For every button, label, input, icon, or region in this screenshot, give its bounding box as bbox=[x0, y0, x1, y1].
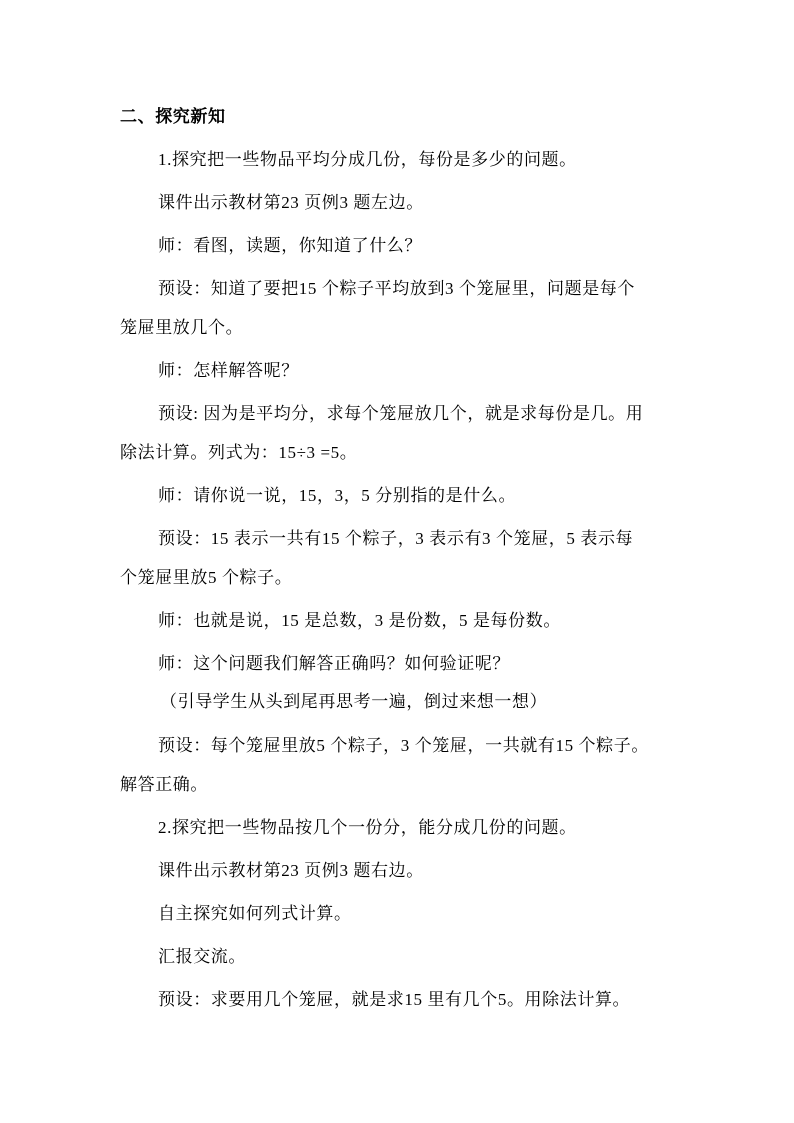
paragraph-preset-3-line2: 个笼屉里放5 个粽子。 bbox=[120, 568, 293, 587]
paragraph-preset-3-line1: 预设：15 表示一共有15 个粽子，3 表示有3 个笼屉，5 表示每 bbox=[158, 529, 634, 548]
paragraph-step1-title: 1.探究把一些物品平均分成几份，每份是多少的问题。 bbox=[158, 150, 577, 169]
paragraph-preset-2-line2: 除法计算。列式为：15÷3 =5。 bbox=[120, 443, 358, 462]
paragraph-teacher-question-3: 师：请你说一说，15，3，5 分别指的是什么。 bbox=[158, 486, 517, 505]
section-heading: 二、探究新知 bbox=[120, 107, 226, 126]
paragraph-self-explore: 自主探究如何列式计算。 bbox=[158, 904, 352, 923]
paragraph-preset-1-line2: 笼屉里放几个。 bbox=[120, 318, 244, 337]
paragraph-preset-2-line1: 预设: 因为是平均分，求每个笼屉放几个，就是求每份是几。用 bbox=[158, 404, 644, 423]
paragraph-courseware-left: 课件出示教材第23 页例3 题左边。 bbox=[158, 193, 424, 212]
paragraph-teacher-question-4: 师：这个问题我们解答正确吗？如何验证呢？ bbox=[158, 654, 510, 673]
paragraph-preset-1-line1: 预设：知道了要把15 个粽子平均放到3 个笼屉里，问题是每个 bbox=[158, 279, 635, 298]
paragraph-guidance-note: （引导学生从头到尾再思考一遍，倒过来想一想） bbox=[160, 692, 548, 711]
paragraph-teacher-question-1: 师：看图，读题，你知道了什么？ bbox=[158, 236, 422, 255]
paragraph-preset-4-line1: 预设：每个笼屉里放5 个粽子，3 个笼屉，一共就有15 个粽子。 bbox=[158, 736, 649, 755]
paragraph-report-exchange: 汇报交流。 bbox=[158, 947, 246, 966]
paragraph-teacher-question-2: 师：怎样解答呢？ bbox=[158, 361, 299, 380]
paragraph-teacher-summary: 师：也就是说，15 是总数，3 是份数，5 是每份数。 bbox=[158, 611, 561, 630]
paragraph-preset-5: 预设：求要用几个笼屉，就是求15 里有几个5。用除法计算。 bbox=[158, 990, 631, 1009]
paragraph-step2-title: 2.探究把一些物品按几个一份分，能分成几份的问题。 bbox=[158, 818, 577, 837]
paragraph-preset-4-line2: 解答正确。 bbox=[120, 775, 208, 794]
paragraph-courseware-right: 课件出示教材第23 页例3 题右边。 bbox=[158, 861, 424, 880]
